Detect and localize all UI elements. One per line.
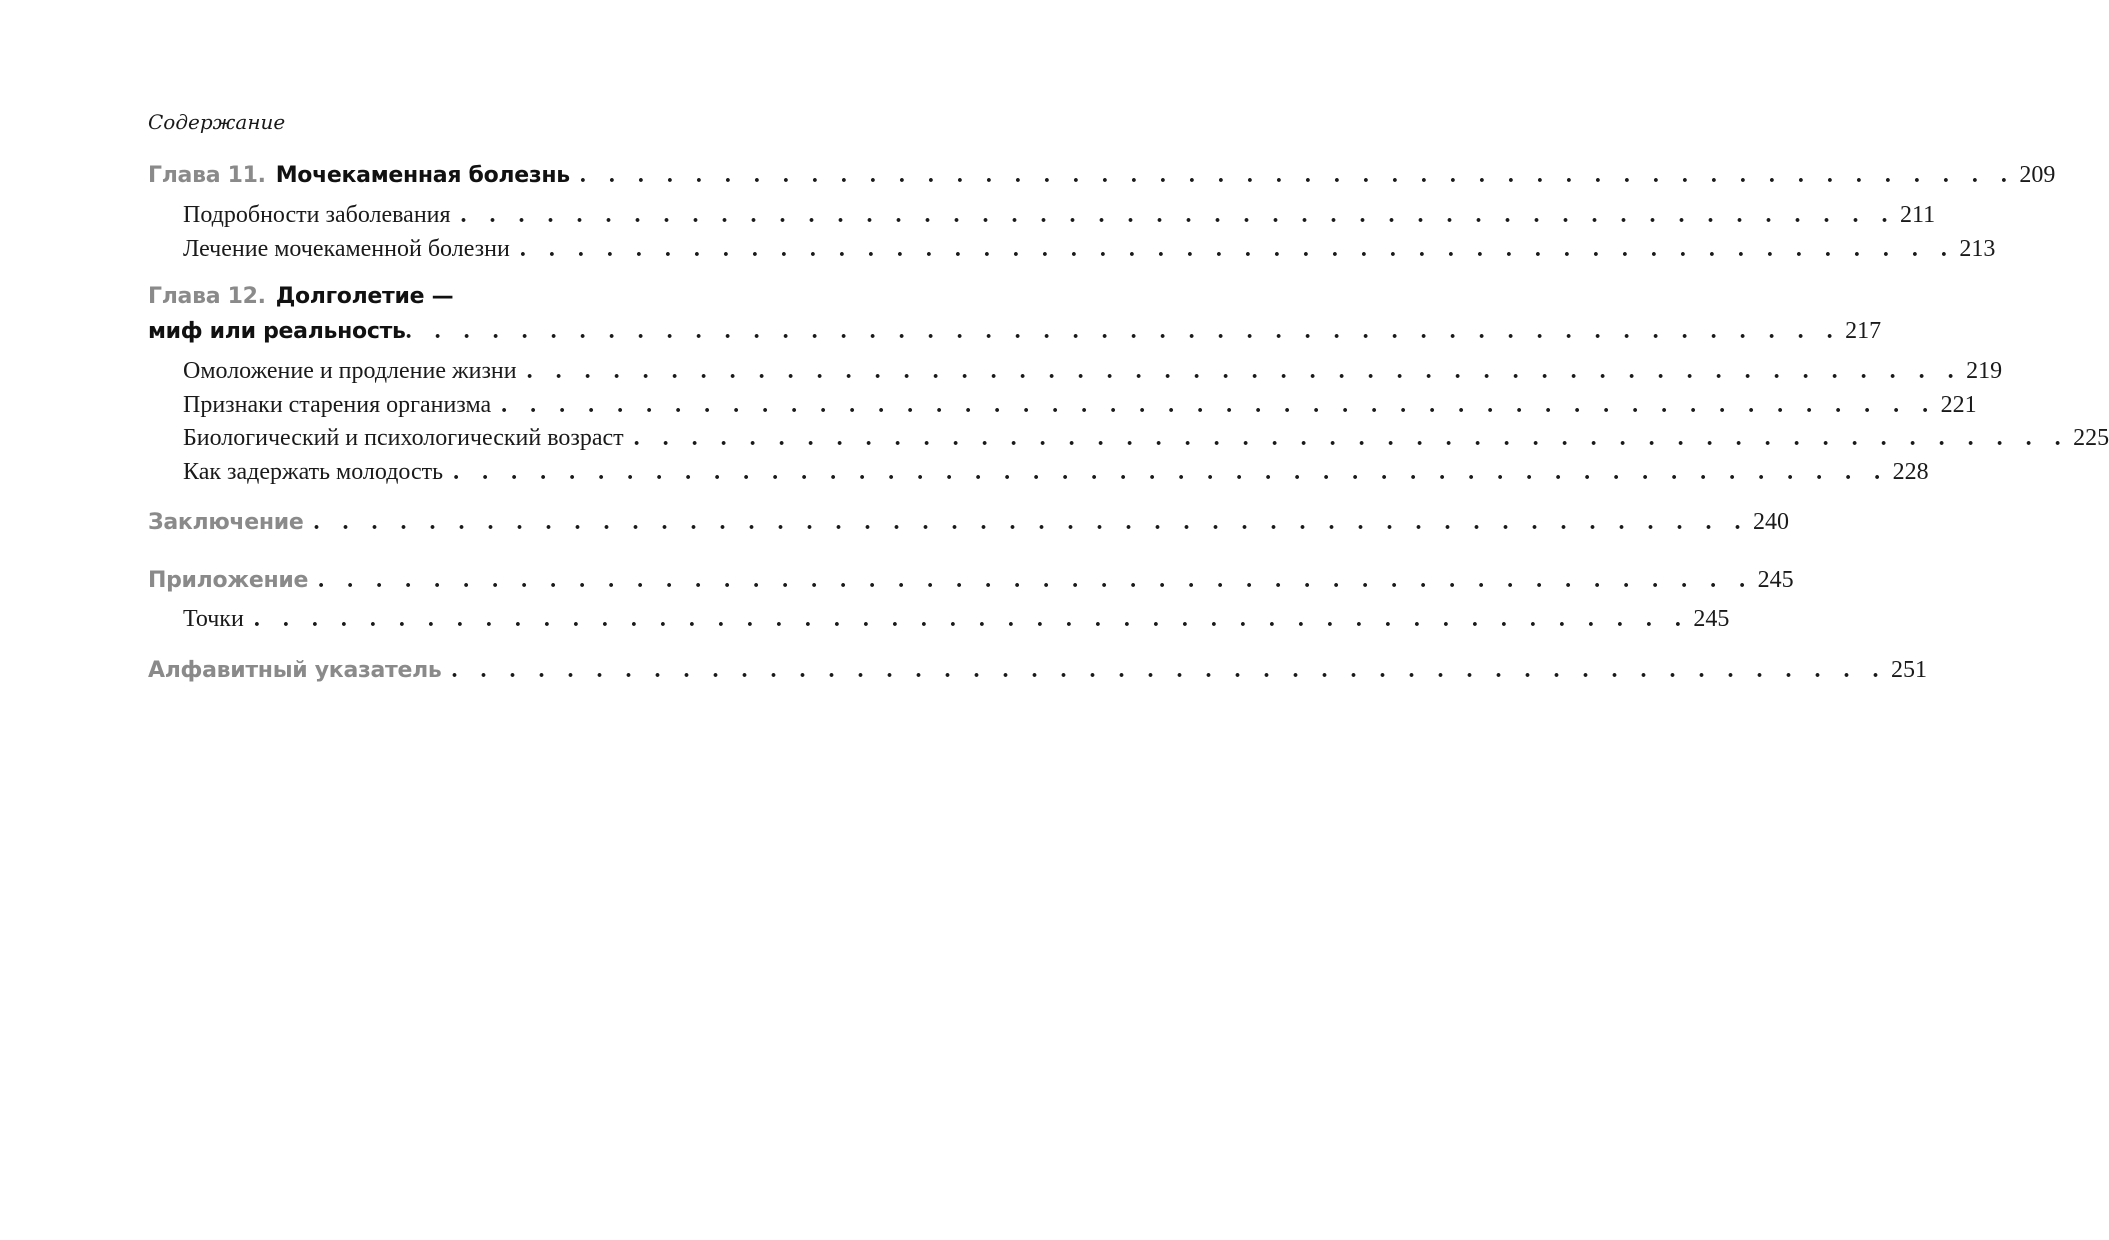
dot-leader: . . . . . . . . . . . . . . . . . . . . . . . . . . . . . . . . . . . . . . . . . . . . . . . . . . [253, 606, 1690, 632]
dot-leader: . . . . . . . . . . . . . . . . . . . . . . . . . . . . . . . . . . . . . . . . . . . . . . . . . . [453, 459, 1889, 485]
dot-leader: . . . . . . . . . . . . . . . . . . . . . . . . . . . . . . . . . . . . . . . . . . . . . . . . . . [318, 567, 1754, 593]
toc-entry-chapter-12-line-1[interactable] [148, 284, 748, 309]
section-title: Как задержать молодость [183, 459, 444, 485]
page-number: 225 [2073, 425, 2109, 451]
toc-entry-conclusion[interactable] [148, 509, 1789, 536]
chapter-number: Глава 11. [148, 163, 266, 188]
dot-leader: . . . . . . . . . . . . . . . . . . . . . . . . . . . . . . . . . . . . . . . . . . . . . . . . . . [526, 358, 1963, 384]
toc-entry-section[interactable] [183, 425, 2109, 452]
page-number: 240 [1752, 509, 1789, 535]
section-title: Омоложение и продление жизни [183, 358, 517, 384]
page-number: 228 [1892, 459, 1929, 485]
page-number: 213 [1959, 236, 1996, 262]
toc-entry-section[interactable] [183, 202, 1936, 229]
chapter-title: Мочекаменная болезнь [275, 163, 570, 188]
page-number: 219 [1966, 358, 2003, 384]
toc-entry-section[interactable] [183, 459, 1929, 486]
toc-entry-section[interactable] [183, 358, 2003, 385]
chapter-title-line-2: миф или реальность [148, 319, 406, 344]
page-number: 245 [1693, 606, 1730, 632]
running-head: Содержание [148, 110, 286, 134]
page-number: 211 [1900, 202, 1936, 228]
toc-entry-section[interactable] [183, 606, 1730, 633]
section-title: Признаки старения организма [183, 392, 492, 418]
section-title: Точки [183, 606, 244, 632]
toc-entry-section[interactable] [183, 392, 1977, 419]
dot-leader: . . . . . . . . . . . . . . . . . . . . . . . . . . . . . . . . . . . . . . . . . . . . . . . . . . [451, 657, 1888, 683]
page-number: 217 [1845, 318, 1882, 344]
chapter-number: Глава 12. [148, 284, 266, 309]
section-title: Лечение мочекаменной болезни [183, 236, 510, 262]
dot-leader: . . . . . . . . . . . . . . . . . . . . . . . . . . . . . . . . . . . . . . . . . . . . . . . . . . [501, 392, 1937, 418]
toc-entry-chapter-12-line-2[interactable] [148, 318, 1882, 345]
dot-leader: . . . . . . . . . . . . . . . . . . . . . . . . . . . . . . . . . . . . . . . . . . . . . . . . . . [460, 202, 1897, 228]
dot-leader: . . . . . . . . . . . . . . . . . . . . . . . . . . . . . . . . . . . . . . . . . . . . . . . . . . [633, 425, 2070, 451]
toc-entry-section[interactable] [183, 236, 1996, 263]
dot-leader: . . . . . . . . . . . . . . . . . . . . . . . . . . . . . . . . . . . . . . . . . . . . . . . . . . [405, 318, 1842, 344]
index-title: Алфавитный указатель [148, 658, 442, 683]
page-number: 245 [1757, 567, 1794, 593]
chapter-title-line-1: Долголетие — [275, 284, 454, 309]
page-number: 251 [1891, 657, 1928, 683]
toc-entry-appendix[interactable] [148, 567, 1794, 594]
page-number: 221 [1940, 392, 1977, 418]
section-title: Биологический и психологический возраст [183, 425, 624, 451]
dot-leader: . . . . . . . . . . . . . . . . . . . . . . . . . . . . . . . . . . . . . . . . . . . . . . . . . . [579, 162, 2016, 188]
toc-entry-chapter-11[interactable] [148, 162, 2056, 189]
appendix-title: Приложение [148, 568, 309, 593]
toc-entry-index[interactable] [148, 657, 1928, 684]
dot-leader: . . . . . . . . . . . . . . . . . . . . . . . . . . . . . . . . . . . . . . . . . . . . . . . . . . [313, 509, 1749, 535]
section-title: Подробности заболевания [183, 202, 451, 228]
conclusion-title: Заключение [148, 510, 304, 535]
page-number: 209 [2019, 162, 2056, 188]
dot-leader: . . . . . . . . . . . . . . . . . . . . . . . . . . . . . . . . . . . . . . . . . . . . . . . . . . [519, 236, 1956, 262]
